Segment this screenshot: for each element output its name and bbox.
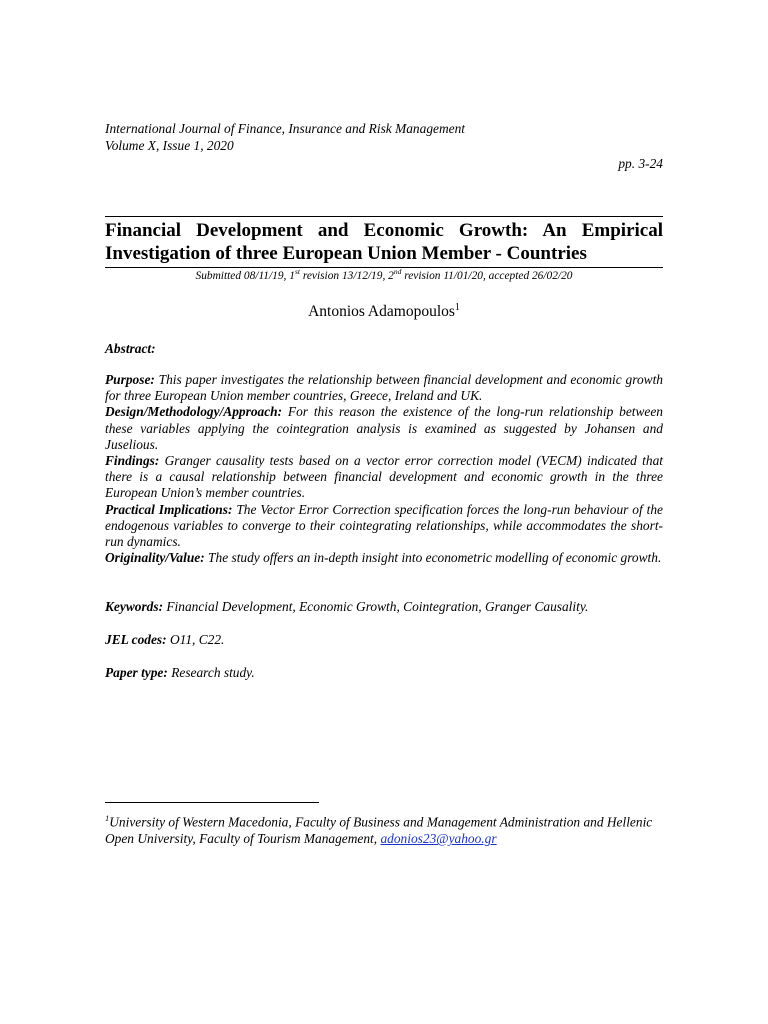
submission-dates: Submitted 08/11/19, 1st revision 13/12/19, 2nd revision 11/01/20, accepted 26/02/20 xyxy=(195,267,573,282)
journal-volume: Volume X, Issue 1, 2020 xyxy=(105,138,234,153)
page-range: pp. 3-24 xyxy=(618,156,663,171)
abstract-heading: Abstract: xyxy=(105,341,156,356)
abstract-purpose: Purpose: This paper investigates the relationship between financial development and economic growth for three European Union member countries, Greece, Ireland and UK. xyxy=(105,372,663,404)
paper-type: Paper type: Research study. xyxy=(105,665,255,680)
title-line-2: Investigation of three European Union Member - Countries xyxy=(105,243,587,264)
author-email-link[interactable]: adonios23@yahoo.gr xyxy=(380,831,497,847)
jel-codes: JEL codes: O11, C22. xyxy=(105,632,225,647)
title-line-1: Financial Development and Economic Growth: An Empirical xyxy=(105,220,663,241)
abstract-design: Design/Methodology/Approach: For this reason the existence of the long-run relationship between these variables applying the cointegration analysis is examined as suggested by Johansen and Juselious. xyxy=(105,404,663,452)
footnote-rule xyxy=(105,802,319,803)
keywords: Keywords: Financial Development, Economic Growth, Cointegration, Granger Causality. xyxy=(105,599,589,614)
journal-header xyxy=(105,120,465,154)
author-footnote-mark: 1 xyxy=(454,302,460,313)
author-name: Antonios Adamopoulos$^1$ xyxy=(308,302,460,321)
abstract-originality: Originality/Value: The study offers an in-depth insight into econometric modelling of economic growth. xyxy=(105,550,662,566)
abstract-implications: Practical Implications: The Vector Error Correction specification forces the long-run behaviour of the endogenous variables to converge to their cointegrating relationships, while accommodates the short-run dynamics. xyxy=(105,501,663,550)
abstract-body xyxy=(105,372,663,566)
abstract-findings: Findings: Granger causality tests based on a vector error correction model (VECM) indicated that there is a causal relationship between financial development and economic growth in the three European Union’s member countries. xyxy=(105,453,663,501)
paper-title xyxy=(105,219,663,265)
title-top-rule xyxy=(105,216,663,217)
affiliation-footnote: $^1$University of Western Macedonia, Faculty of Business and Management Administration and Hellenic Open University, Faculty of Tourism Management, adonios23@yahoo.gr xyxy=(105,813,653,847)
journal-name: International Journal of Finance, Insurance and Risk Management xyxy=(105,121,465,136)
